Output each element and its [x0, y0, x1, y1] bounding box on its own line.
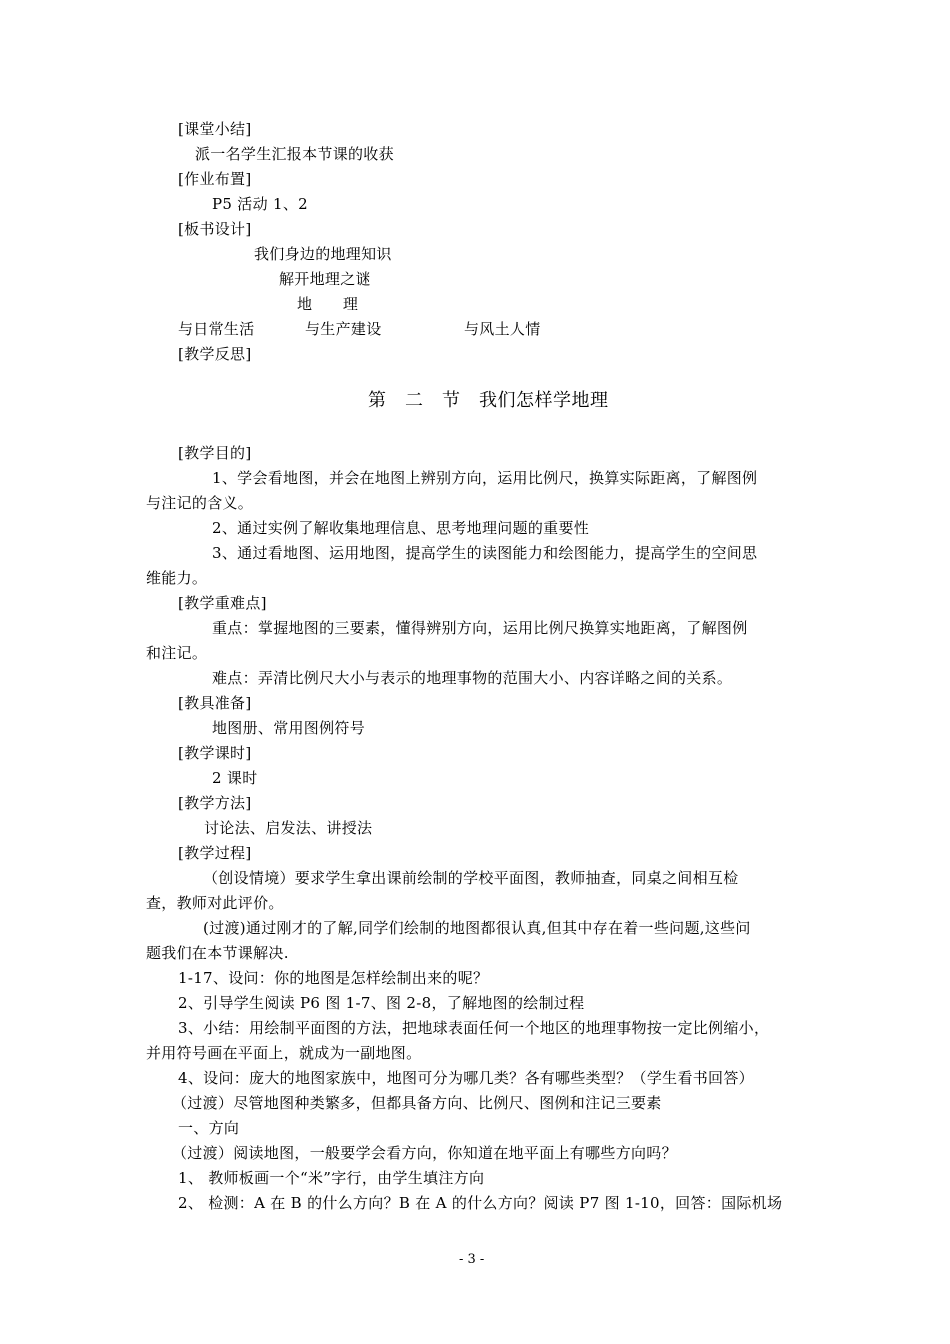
heading-key-points: [教学重难点]: [178, 594, 267, 612]
heading-class-hours: [教学课时]: [178, 744, 252, 762]
text-line: 2、引导学生阅读 P6 图 1-7、图 2-8，了解地图的绘制过程: [178, 994, 585, 1012]
text-line: 地图册、常用图例符号: [212, 719, 366, 737]
text-line: 重点：掌握地图的三要素，懂得辨别方向，运用比例尺换算实地距离，了解图例: [212, 619, 748, 637]
text-line: 维能力。: [146, 569, 208, 587]
heading-board-design: [板书设计]: [178, 220, 252, 238]
text-line: 讨论法、启发法、讲授法: [204, 819, 373, 837]
text-line: 1、 教师板画一个“米”字行，由学生填注方向: [178, 1169, 485, 1187]
text-line: 1-17、设问：你的地图是怎样绘制出来的呢？: [178, 969, 489, 987]
text-line: 难点：弄清比例尺大小与表示的地理事物的范围大小、内容详略之间的关系。: [212, 669, 733, 687]
text-line: 并用符号画在平面上，就成为一副地图。: [146, 1044, 422, 1062]
text-line: （创设情境）要求学生拿出课前绘制的学校平面图，教师抽查，同桌之间相互检: [203, 869, 739, 887]
board-item: 与日常生活: [178, 320, 255, 338]
text-line: 2、 检测：A 在 B 的什么方向？B 在 A 的什么方向？阅读 P7 图 1-10，回答：国际机场: [178, 1194, 783, 1212]
text-line: 3、小结：用绘制平面图的方法，把地球表面任何一个地区的地理事物按一定比例缩小，: [178, 1019, 770, 1037]
heading-homework: [作业布置]: [178, 170, 252, 188]
heading-teaching-aids: [教具准备]: [178, 694, 252, 712]
text-line: 题我们在本节课解决.: [146, 944, 289, 962]
board-item: 与生产建设: [305, 320, 382, 338]
subheading-direction: 一、方向: [178, 1119, 240, 1137]
board-item: 与风土人情: [464, 320, 541, 338]
text-line: 2、通过实例了解收集地理信息、思考地理问题的重要性: [212, 519, 590, 537]
text-line: 2 课时: [212, 769, 258, 787]
heading-reflection: [教学反思]: [178, 345, 252, 363]
text-line: 4、设问：庞大的地图家族中，地图可分为哪几类？各有哪些类型？（学生看书回答）: [178, 1069, 754, 1087]
text-line: P5 活动 1、2: [212, 195, 308, 213]
section-title: 第 二 节 我们怎样学地理: [368, 390, 609, 411]
heading-class-summary: [课堂小结]: [178, 120, 252, 138]
text-line: 1、学会看地图，并会在地图上辨别方向，运用比例尺，换算实际距离，了解图例: [212, 469, 758, 487]
text-line: 与注记的含义。: [146, 494, 254, 512]
heading-teaching-methods: [教学方法]: [178, 794, 252, 812]
heading-teaching-process: [教学过程]: [178, 844, 252, 862]
board-line: 我们身边的地理知识: [254, 245, 392, 263]
text-line: 派一名学生汇报本节课的收获: [195, 145, 394, 163]
heading-objectives: [教学目的]: [178, 444, 252, 462]
text-line: (过渡)通过刚才的了解,同学们绘制的地图都很认真,但其中存在着一些问题,这些问: [203, 919, 751, 937]
text-line: （过渡）阅读地图，一般要学会看方向，你知道在地平面上有哪些方向吗？: [172, 1144, 677, 1162]
board-line: 地 理: [297, 295, 359, 313]
text-line: 和注记。: [146, 644, 208, 662]
board-line: 解开地理之谜: [279, 270, 371, 288]
text-line: 查，教师对此评价。: [146, 894, 284, 912]
page-number: - 3 -: [459, 1252, 485, 1267]
text-line: （过渡）尽管地图种类繁多，但都具备方向、比例尺、图例和注记三要素: [172, 1094, 662, 1112]
text-line: 3、通过看地图、运用地图，提高学生的读图能力和绘图能力，提高学生的空间思: [212, 544, 758, 562]
